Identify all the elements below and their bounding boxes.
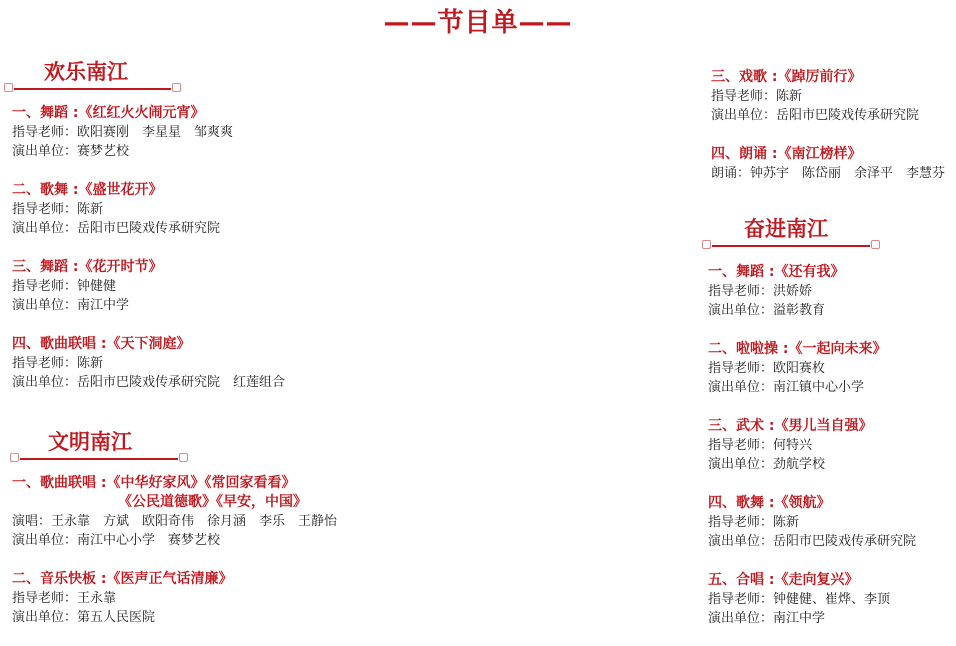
section-header-fenjin — [708, 213, 952, 253]
program-item — [708, 571, 952, 628]
section-title: 欢乐南江 — [44, 60, 128, 84]
program-item — [12, 570, 442, 627]
program-title: 二、啦啦操 :《一起向未来》 — [708, 341, 887, 357]
program-info-line: 指导老师：欧阳赛枚 — [708, 361, 826, 376]
program-info-line: 演出单位：岳阳市巴陵戏传承研究院 红莲组合 — [12, 375, 286, 390]
program-info-line: 指导老师：陈新 — [708, 515, 800, 530]
page-title: ——节目单—— — [383, 8, 573, 38]
program-item — [12, 335, 442, 392]
program-title: 四、歌舞 :《领航》 — [708, 495, 831, 511]
program-info-line: 指导老师：洪娇娇 — [708, 284, 813, 299]
program-info-line: 演出单位：岳阳市巴陵戏传承研究院 — [708, 534, 917, 549]
program-item — [708, 417, 952, 474]
program-title: 三、武术 :《男儿当自强》 — [708, 418, 873, 434]
program-info-line: 指导老师：何特兴 — [708, 438, 813, 453]
program-info-line: 指导老师：王永靠 — [12, 591, 117, 606]
program-title: 二、歌舞 :《盛世花开》 — [12, 182, 163, 198]
program-info-line: 演出单位：岳阳市巴陵戏传承研究院 — [711, 108, 920, 123]
program-title: 一、舞蹈 :《红红火火闹元宵》 — [12, 105, 205, 121]
program-info-line: 演出单位：南江中学 — [708, 611, 826, 626]
program-info-line: 演出单位：第五人民医院 — [12, 610, 156, 625]
section-underline — [20, 458, 178, 460]
program-info-line: 演出单位：南江镇中心小学 — [708, 380, 865, 395]
program-item — [12, 258, 442, 315]
section-title: 奋进南江 — [744, 217, 828, 241]
program-info-line: 指导老师：欧阳赛刚 李星星 邹爽爽 — [12, 125, 234, 140]
program-item — [708, 263, 952, 320]
program-title: 一、歌曲联唱 :《中华好家风》《常回家看看》 — [12, 475, 296, 491]
program-info-line: 指导老师：钟健健、崔烨、李顶 — [708, 592, 891, 607]
section-header-wenming — [12, 426, 442, 466]
right-column — [708, 68, 952, 628]
section-underline — [14, 88, 171, 90]
program-title: 三、舞蹈 :《花开时节》 — [12, 259, 163, 275]
program-item — [708, 145, 952, 183]
program-info-line: 演出单位：南江中心小学 赛梦艺校 — [12, 533, 221, 548]
program-info-line: 指导老师：陈新 — [12, 202, 104, 217]
program-info-line: 朗诵：钟苏宇 陈岱丽 余泽平 李慧芬 — [711, 166, 946, 181]
section-underline — [712, 245, 870, 247]
program-info-line: 指导老师：陈新 — [711, 89, 803, 104]
program-info-line: 指导老师：陈新 — [12, 356, 104, 371]
program-title: 四、歌曲联唱 :《天下洞庭》 — [12, 336, 191, 352]
program-title: 一、舞蹈 :《还有我》 — [708, 264, 845, 280]
program-info-line: 演出单位：赛梦艺校 — [12, 144, 130, 159]
left-column — [12, 56, 442, 627]
program-info-line: 演出单位：溢彰教育 — [708, 303, 826, 318]
program-info-line: 演出单位：南江中学 — [12, 298, 130, 313]
program-info-line: 演出单位：岳阳市巴陵戏传承研究院 — [12, 221, 221, 236]
program-info-line: 演出单位：劲航学校 — [708, 457, 826, 472]
program-item — [12, 104, 442, 161]
section-header-huanle — [12, 56, 442, 96]
program-item — [12, 181, 442, 238]
program-title: 二、音乐快板 :《医声正气话清廉》 — [12, 571, 233, 587]
program-title: 四、朗诵 :《南江榜样》 — [711, 146, 862, 162]
program-title-continued: 《公民道德歌》《早安，中国》 — [118, 494, 307, 510]
section-title: 文明南江 — [48, 430, 132, 454]
program-title: 三、戏歌 :《踔厉前行》 — [711, 69, 862, 85]
program-item — [708, 340, 952, 397]
program-item — [708, 68, 952, 125]
program-info-line: 演唱：王永靠 方斌 欧阳奇伟 徐月涵 李乐 王静怡 — [12, 514, 338, 529]
program-info-line: 指导老师：钟健健 — [12, 279, 117, 294]
program-item — [12, 474, 442, 550]
program-title: 五、合唱 :《走向复兴》 — [708, 572, 859, 588]
program-item — [708, 494, 952, 551]
